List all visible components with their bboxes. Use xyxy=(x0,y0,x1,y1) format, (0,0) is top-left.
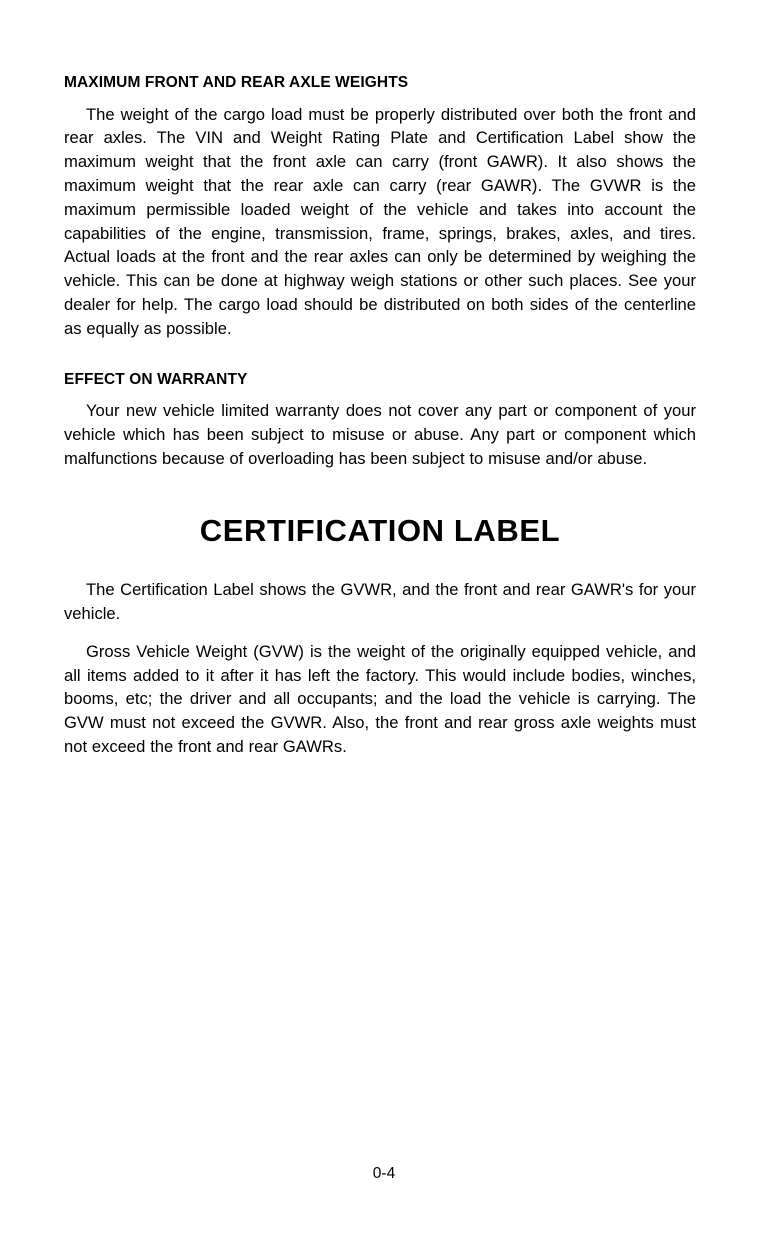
spacer xyxy=(64,471,696,513)
paragraph-axle-weights: The weight of the cargo load must be properly distributed over both the front and rear axles. The VIN and Weight Rating Plate and Certification Label show the maximum weight that the front axle can carry (front GAWR). It also shows the maximum weight that the rear axle can carry (rear GAWR). The GVWR is the maximum permissible loaded weight of the vehicle and takes into account the capabilities of the engine, transmission, frame, springs, brakes, axles, and tires. Actual loads at the front and the rear axles can only be determined by weighing the vehicle. This can be done at highway weigh stations or other such places. See your dealer for help. The cargo load should be distributed on both sides of the centerline as equally as possible. xyxy=(64,104,696,338)
page-number: 0-4 xyxy=(372,1165,396,1182)
section-heading-maximum-axle-weights: MAXIMUM FRONT AND REAR AXLE WEIGHTS xyxy=(64,74,409,91)
page-content xyxy=(64,74,696,759)
paragraph-gross-vehicle-weight: Gross Vehicle Weight (GVW) is the weight of the originally equipped vehicle, and all items added to it after it has left the factory. This would include bodies, winches, booms, etc; the driver and all occupants; and the load the vehicle is carrying. The GVW must not exceed the GVWR. Also, the front and rear gross axle weights must not exceed the front and rear GAWRs. xyxy=(64,641,696,756)
spacer xyxy=(64,341,696,371)
paragraph-certification-label-intro: The Certification Label shows the GVWR, and the front and rear GAWR's for your vehicle. xyxy=(64,580,696,623)
section-heading-effect-on-warranty: EFFECT ON WARRANTY xyxy=(64,370,248,388)
paragraph-warranty: Your new vehicle limited warranty does not cover any part or component of your vehicle which has been subject to misuse or abuse. Any part or component which malfunctions because of overloading has been subject to misuse and/or abuse. xyxy=(64,401,696,468)
spacer xyxy=(64,548,696,578)
chapter-title-certification-label: CERTIFICATION LABEL xyxy=(199,512,561,548)
spacer xyxy=(64,626,696,640)
